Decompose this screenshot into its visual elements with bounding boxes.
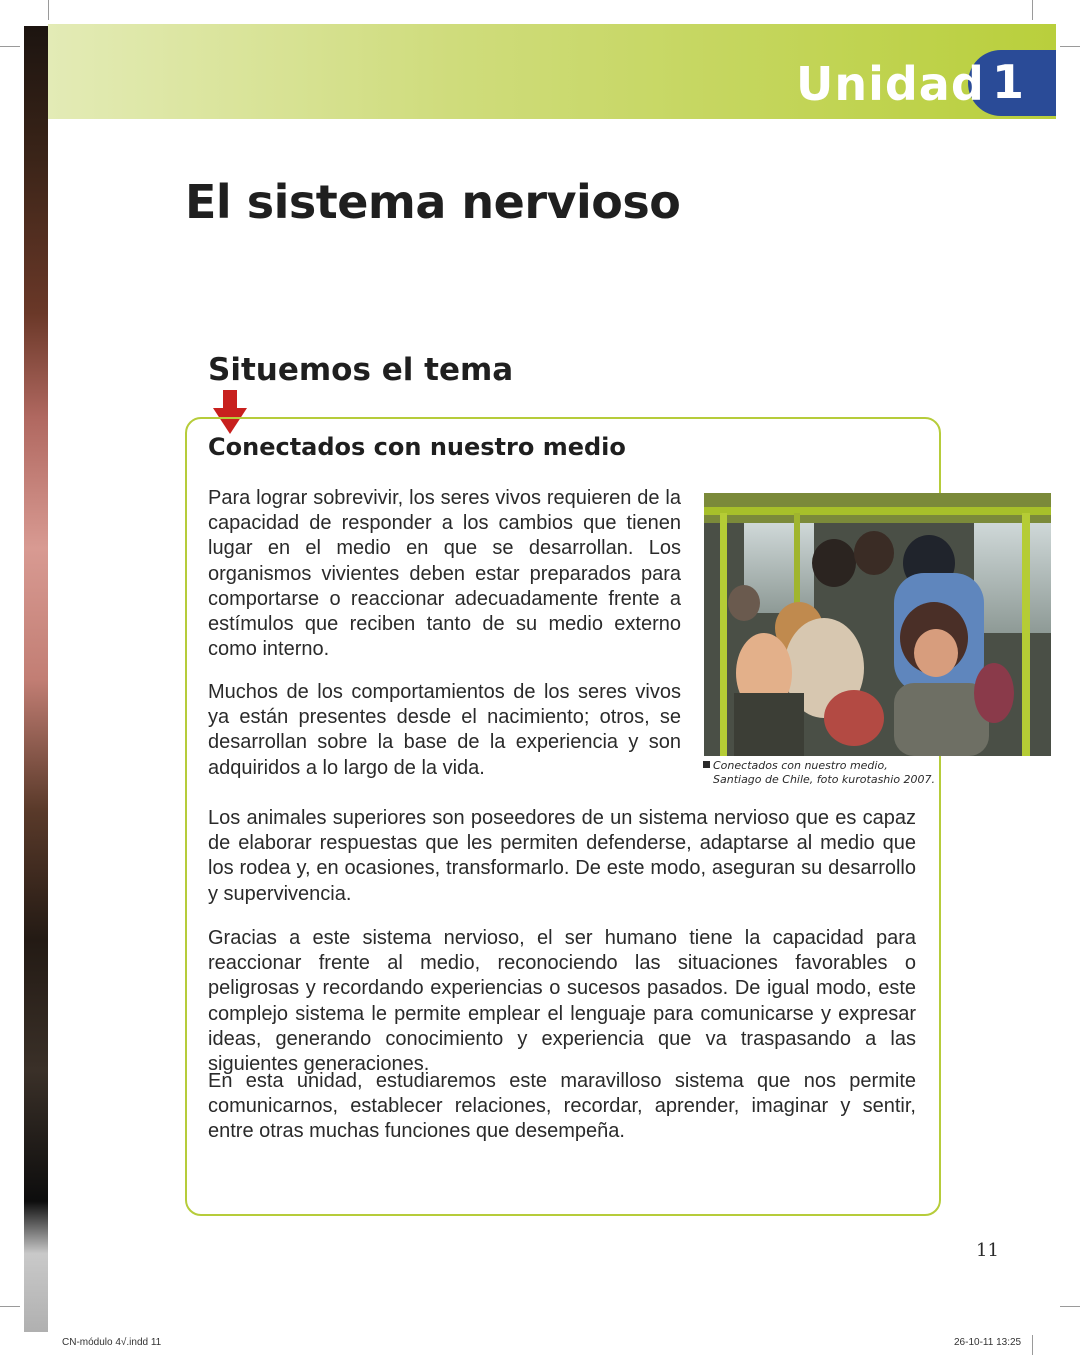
unit-label: Unidad	[796, 57, 985, 111]
print-slug-file: CN-módulo 4√.indd 11	[62, 1337, 162, 1348]
paragraph-2: Muchos de los comportamientos de los seres vivos ya están presentes desde el nacimiento; otros, se desarrollan sobre la base de la experiencia y son adquiridos a lo largo de la vida.	[208, 681, 681, 779]
unit-number: 1	[991, 55, 1024, 109]
crop-mark	[48, 0, 49, 20]
photo-caption	[703, 759, 943, 786]
crop-mark	[1060, 46, 1080, 47]
page-title: El sistema nervioso	[185, 175, 681, 229]
left-image-strip	[24, 26, 48, 1332]
paragraph-1: Para lograr sobrevivir, los seres vivos requieren de la capacidad de responder a los cambios que tienen lugar en el medio en que se desarrollan. Los organismos vivientes deben estar preparados para comportarse o reaccionar adecuadamente frente a estímulos que reciben tanto de su medio externo como interno.	[208, 487, 681, 661]
page-number: 11	[976, 1240, 999, 1261]
crop-mark	[0, 1306, 20, 1307]
section-title: Situemos el tema	[208, 352, 514, 388]
crop-mark	[1032, 0, 1033, 20]
bus-photo-illustration	[704, 493, 1051, 756]
caption-line-2: Santiago de Chile, foto kurotashio 2007.	[713, 772, 936, 786]
caption-line-1: Conectados con nuestro medio,	[713, 759, 888, 772]
crop-mark	[0, 46, 20, 47]
paragraph-5: En esta unidad, estudiaremos este maravilloso sistema que nos permite comunicarnos, establecer relaciones, recordar, aprender, imaginar y sentir, entre otras muchas funciones que desempeña.	[208, 1070, 916, 1143]
box-title: Conectados con nuestro medio	[208, 433, 626, 461]
print-slug-date: 26-10-11 13:25	[954, 1337, 1022, 1348]
crop-mark	[1060, 1306, 1080, 1307]
crop-mark	[1032, 1335, 1033, 1355]
caption-bullet-icon	[703, 761, 710, 768]
bus-passengers-photo	[704, 493, 1051, 756]
paragraph-3: Los animales superiores son poseedores de un sistema nervioso que es capaz de elaborar respuestas que les permiten defenderse, adaptarse al medio que los rodea y, en ocasiones, transformarlo. De este modo, aseguran su desarrollo y supervivencia.	[208, 807, 916, 905]
paragraph-4: Gracias a este sistema nervioso, el ser humano tiene la capacidad para reaccionar frente al medio, reconociendo las situaciones favorables o peligrosas y recordando experiencias o sucesos pasados. De igual modo, este complejo sistema le permite emplear el lenguaje para comunicarse y expresar ideas, generando conocimiento y experiencia que va traspasando a las siguientes generaciones.	[208, 927, 916, 1076]
